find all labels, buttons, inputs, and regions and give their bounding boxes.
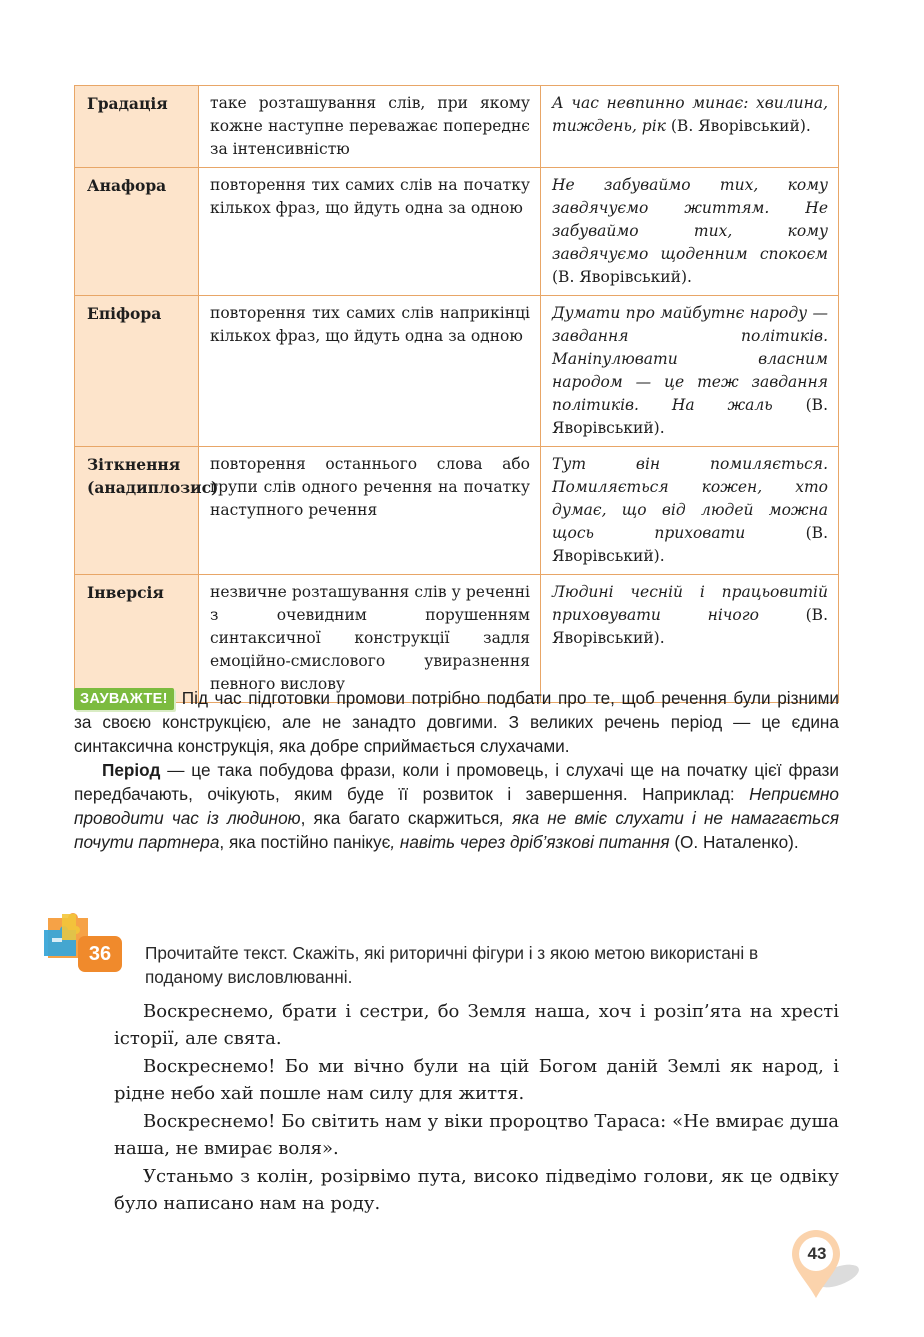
example-author: (В. Яворівський).	[670, 117, 811, 135]
period-paragraph	[74, 758, 839, 854]
table-row	[75, 575, 839, 703]
quote-paragraph: Воскреснемо! Бо ми вічно були на цій Богом даній Землі як народ, і рідне небо хай пошле нам силу для життя.	[114, 1056, 839, 1104]
note-paragraph	[74, 686, 839, 758]
example-cell	[541, 447, 839, 575]
quote-paragraph: Воскреснемо! Бо світить нам у віки пророцтво Тараса: «Не вмирає душа наша, не вмирає воля».	[114, 1111, 839, 1159]
period-example-part: , яка постійно панікує	[219, 832, 391, 852]
period-example-part: Неприємно проводити час із людиною	[74, 784, 839, 828]
definition-cell: повторення тих самих слів на початку кількох фраз, що йдуть одна за одною	[199, 168, 541, 296]
table-row	[75, 168, 839, 296]
example-text: Людині чесній і працьовитій приховувати нічого	[552, 583, 828, 624]
definition-cell: повторення тих самих слів наприкінці кількох фраз, що йдуть одна за одною	[199, 296, 541, 447]
example-cell	[541, 168, 839, 296]
period-example-part: , навіть через дріб’язкові питання	[390, 832, 670, 852]
period-term: Період	[102, 760, 161, 780]
page-number: 43	[807, 1244, 827, 1263]
example-author: (В. Яворівський).	[552, 396, 828, 437]
task-number-badge: 36	[78, 936, 122, 972]
quote-paragraph: Воскреснемо, брати і сестри, бо Земля наша, хоч і розіп’ята на хресті історії, але свята.	[114, 1001, 839, 1049]
definition-cell: незвичне розташування слів у реченні з очевидним порушенням синтаксичної конструкції задля емоційно-смислового увиразнення певного вислову	[199, 575, 541, 703]
example-cell	[541, 575, 839, 703]
definition-cell: таке розташування слів, при якому кожне наступне переважає попереднє за інтенсивністю	[199, 86, 541, 168]
period-example-part: , яка багато скаржиться	[300, 808, 500, 828]
example-author: (В. Яворівський).	[552, 268, 692, 286]
example-text: Тут він помиляється. Помиляється кожен, хто думає, що від людей можна щось приховати	[552, 455, 828, 542]
map-pin-icon	[788, 1226, 864, 1302]
term-cell: Градація	[75, 86, 199, 168]
example-text: Не забуваймо тих, кому завдячуємо життям. Не забуваймо тих, кому завдячуємо щоденним спокоєм	[552, 176, 828, 263]
example-text: А час невпинно минає: хвилина, тиждень, рік	[552, 94, 828, 135]
table-row	[75, 86, 839, 168]
note-text: Під час підготовки промови потрібно подбати про те, щоб речення були різними за своєю конструкцією, але не занадто довгими. З великих речень період — це єдина синтаксична конструкція, яка добре сприймається слухачами.	[74, 688, 839, 756]
example-cell	[541, 296, 839, 447]
task-instruction: Прочитайте текст. Скажіть, які риторичні фігури і з якою метою використані в поданому висловлюванні.	[145, 943, 759, 987]
term-cell: Інверсія	[75, 575, 199, 703]
period-example-author: (О. Наталенко).	[669, 832, 799, 852]
example-cell	[541, 86, 839, 168]
example-author: (В. Яворівський).	[552, 606, 828, 647]
term-cell: Анафора	[75, 168, 199, 296]
table-row	[75, 447, 839, 575]
note-badge: ЗАУВАЖТЕ!	[74, 688, 174, 710]
term-cell: Зіткнення (анадиплозис)	[75, 447, 199, 575]
term-cell: Епіфора	[75, 296, 199, 447]
quote-text	[114, 998, 839, 1217]
period-example-part: , яка не вміє слухати і не намагається почути партнера	[74, 808, 839, 852]
table-row	[75, 296, 839, 447]
example-author: (В. Яворівський).	[552, 524, 828, 565]
example-text: Думати про майбутнє народу — завдання політиків. Маніпулювати власним народом — це теж завдання політиків. На жаль	[552, 304, 828, 414]
quote-paragraph: Устаньмо з колін, розірвімо пута, високо підведімо голови, як це одвіку було написано нам на роду.	[114, 1166, 839, 1214]
period-definition: — це така побудова фрази, коли і промовець, і слухачі ще на початку цієї фрази передбачають, очікують, яким буде її розвиток і завершення. Наприклад:	[74, 760, 839, 804]
note-block	[74, 686, 839, 854]
rhetorical-figures-table	[74, 85, 839, 703]
definition-cell: повторення останнього слова або групи слів одного речення на початку наступного речення	[199, 447, 541, 575]
